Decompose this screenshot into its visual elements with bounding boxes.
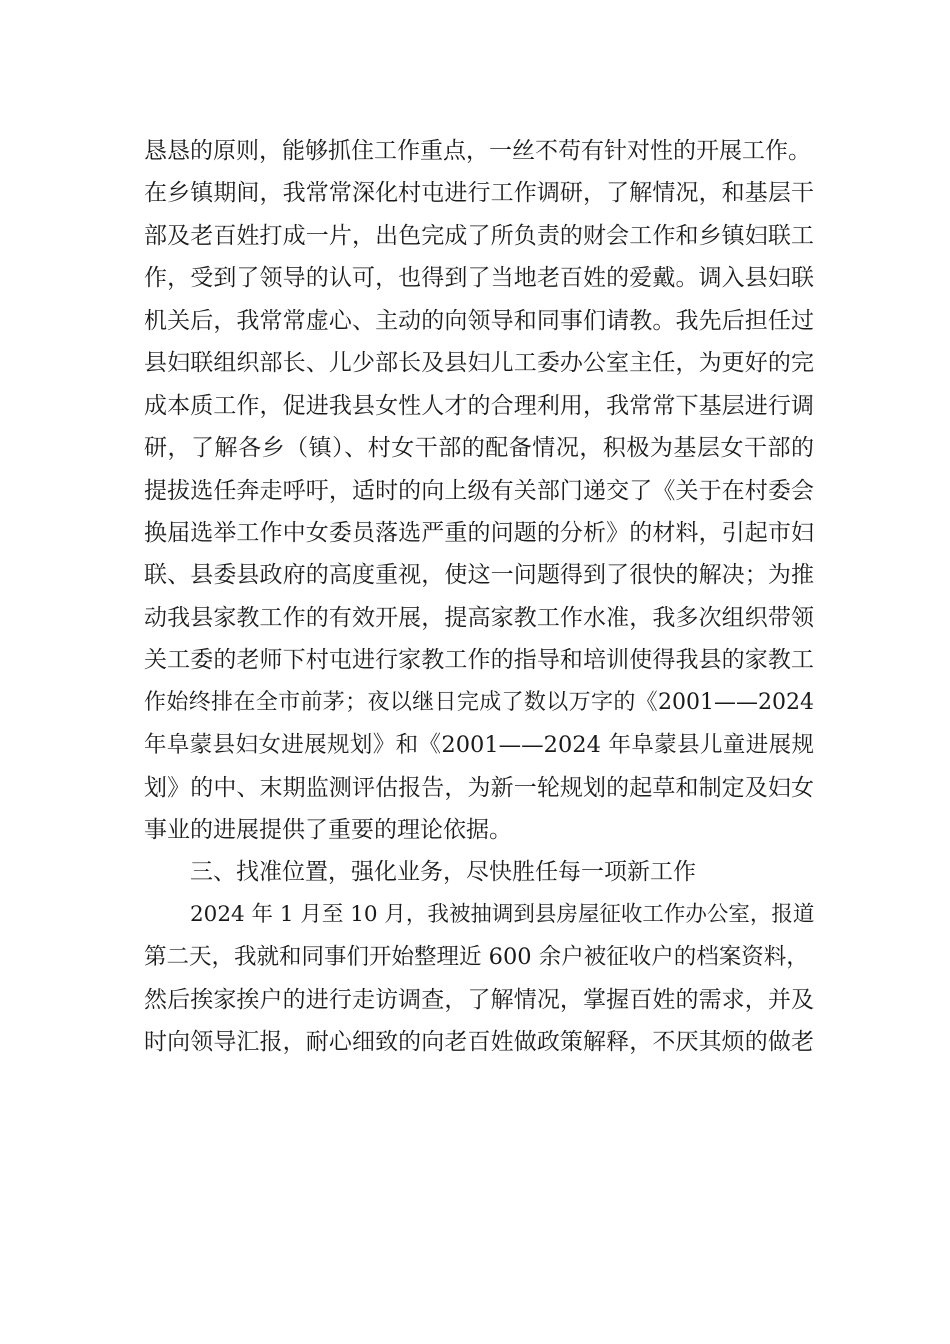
text-line: 研，了解各乡（镇）、村女干部的配备情况，积极为基层女干部的 (144, 435, 814, 462)
text-line: 联、县委县政府的高度重视，使这一问题得到了很快的解决；为推 (144, 562, 814, 589)
text-line: 时向领导汇报，耐心细致的向老百姓做政策解释，不厌其烦的做老 (144, 1029, 814, 1056)
section-heading: 三、找准位置，强化业务，尽快胜任每一项新工作 (190, 859, 696, 886)
text-line: 年阜蒙县妇女进展规划》和《2001——2024 年阜蒙县儿童进展规 (144, 732, 814, 759)
text-line: 第二天，我就和同事们开始整理近 600 余户被征收户的档案资料， (144, 944, 809, 971)
text-line: 作，受到了领导的认可，也得到了当地老百姓的爱戴。调入县妇联 (144, 265, 814, 292)
text-line: 关工委的老师下村屯进行家教工作的指导和培训使得我县的家教工 (144, 647, 814, 674)
text-line: 作始终排在全市前茅；夜以继日完成了数以万字的《2001——2024 (144, 689, 814, 715)
text-line: 部及老百姓打成一片，出色完成了所负责的财会工作和乡镇妇联工 (144, 222, 814, 249)
text-line: 恳恳的原则，能够抓住工作重点，一丝不苟有针对性的开展工作。 (144, 138, 811, 164)
text-line: 县妇联组织部长、儿少部长及县妇儿工委办公室主任，为更好的完 (144, 350, 814, 377)
text-line: 划》的中、末期监测评估报告，为新一轮规划的起草和制定及妇女 (144, 774, 814, 801)
text-line: 然后挨家挨户的进行走访调查，了解情况，掌握百姓的需求，并及 (144, 986, 814, 1013)
text-line: 换届选举工作中女委员落选严重的问题的分析》的材料，引起市妇 (144, 519, 814, 546)
text-line: 事业的进展提供了重要的理论依据。 (144, 817, 512, 843)
document-body (144, 130, 814, 1064)
text-line: 2024 年 1 月至 10 月，我被抽调到县房屋征收工作办公室，报道 (190, 901, 815, 927)
text-line: 在乡镇期间，我常常深化村屯进行工作调研，了解情况，和基层干 (144, 180, 814, 207)
text-line: 机关后，我常常虚心、主动的向领导和同事们请教。我先后担任过 (144, 307, 814, 334)
text-line: 动我县家教工作的有效开展，提高家教工作水准，我多次组织带领 (144, 604, 814, 631)
text-line: 提拔选任奔走呼吁，适时的向上级有关部门递交了《关于在村委会 (144, 477, 814, 504)
text-line: 成本质工作，促进我县女性人才的合理利用，我常常下基层进行调 (144, 392, 814, 419)
